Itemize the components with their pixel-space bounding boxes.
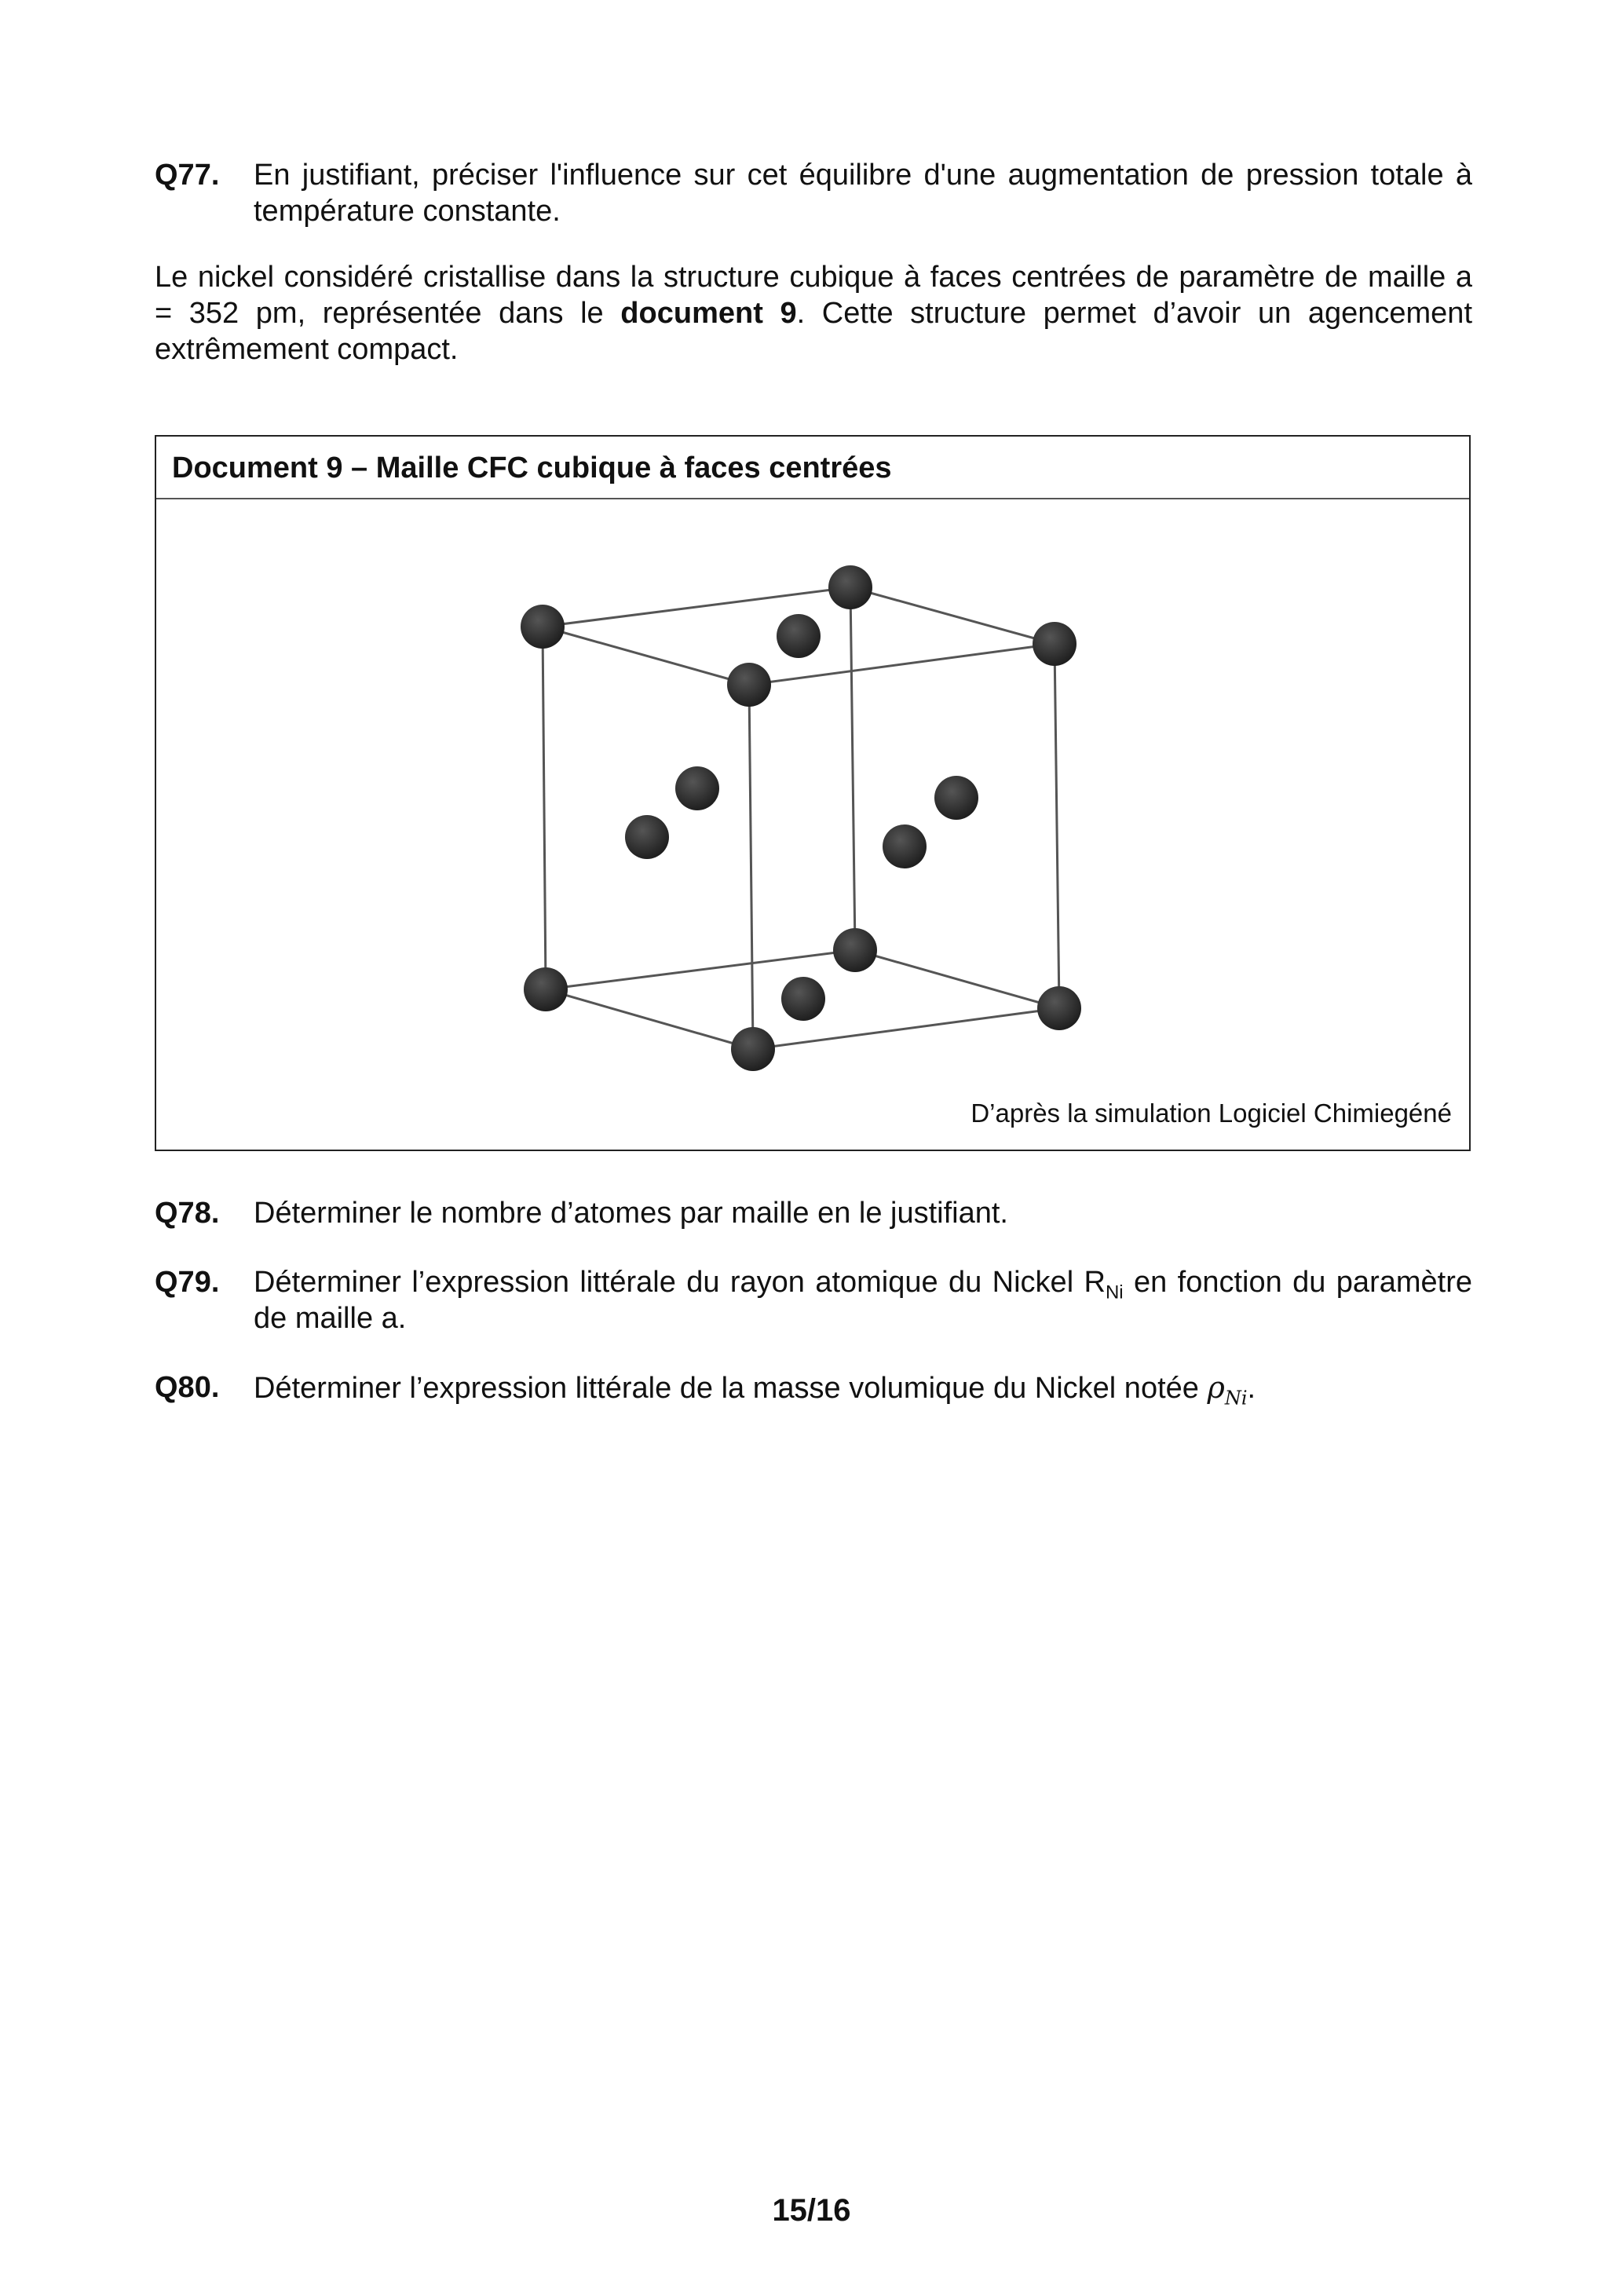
question-q78 bbox=[155, 1195, 1472, 1231]
page-number: 15/16 bbox=[772, 2193, 851, 2228]
fcc-unit-cell-diagram bbox=[156, 437, 1472, 1153]
question-text: Déterminer l’expression littérale de la masse volumique du Nickel notée $\rho_{Ni}$. bbox=[254, 1370, 1256, 1409]
cell-edge bbox=[749, 685, 753, 1049]
corner-atom bbox=[1037, 986, 1081, 1030]
face-center-atom bbox=[625, 815, 669, 859]
intro-text-after: . Cette structure permet d’avoir un agencement extrêmement compact. bbox=[155, 297, 1472, 366]
atoms bbox=[521, 565, 1081, 1071]
question-number: Q80. bbox=[155, 1371, 220, 1404]
corner-atom bbox=[1033, 622, 1077, 666]
corner-atom bbox=[833, 928, 877, 972]
cell-edge bbox=[1055, 644, 1059, 1008]
cell-edge bbox=[543, 627, 546, 989]
cell-edge bbox=[543, 627, 749, 685]
cell-edge bbox=[855, 950, 1059, 1008]
face-center-atom bbox=[777, 614, 821, 658]
corner-atom bbox=[731, 1027, 775, 1071]
face-center-atom bbox=[934, 776, 978, 820]
face-center-atom bbox=[883, 824, 927, 868]
question-number: Q79. bbox=[155, 1266, 220, 1299]
document-title: Document 9 – Maille CFC cubique à faces centrées bbox=[156, 437, 1469, 499]
corner-atom bbox=[828, 565, 872, 609]
question-number: Q77. bbox=[155, 159, 220, 192]
document-source: D’après la simulation Logiciel Chimiegéné bbox=[971, 1099, 1452, 1128]
question-number: Q78. bbox=[155, 1197, 220, 1230]
question-text: Déterminer le nombre d’atomes par maille en le justifiant. bbox=[254, 1197, 1008, 1230]
intro-paragraph bbox=[155, 259, 1472, 367]
density-symbol: $\rho_{Ni}$ bbox=[1207, 1370, 1248, 1409]
intro-text-before: Le nickel considéré cristallise dans la structure cubique à faces centrées de paramètre de maille a = 352 pm, représentée dans le bbox=[155, 261, 1472, 330]
cell-edge bbox=[850, 587, 1055, 644]
corner-atom bbox=[524, 967, 568, 1011]
corner-atom bbox=[727, 663, 771, 707]
corner-atom bbox=[521, 605, 565, 649]
question-q80 bbox=[155, 1369, 1472, 1409]
nickel-subscript: Ni bbox=[1105, 1281, 1124, 1303]
document-9-box bbox=[155, 435, 1471, 1151]
cell-edge bbox=[546, 989, 753, 1049]
question-text: En justifiant, préciser l'influence sur cet équilibre d'une augmentation de pression totale à température constante. bbox=[254, 159, 1472, 228]
face-center-atom bbox=[781, 977, 825, 1021]
question-text: Déterminer l’expression littérale du rayon atomique du Nickel $R_{Ni}$ en fonction du paramètre de maille a. bbox=[254, 1266, 1472, 1335]
question-q77 bbox=[155, 157, 1472, 229]
question-q79 bbox=[155, 1264, 1472, 1336]
face-center-atom bbox=[675, 766, 719, 810]
cell-edge bbox=[850, 587, 855, 950]
document-reference: document 9 bbox=[620, 297, 797, 330]
